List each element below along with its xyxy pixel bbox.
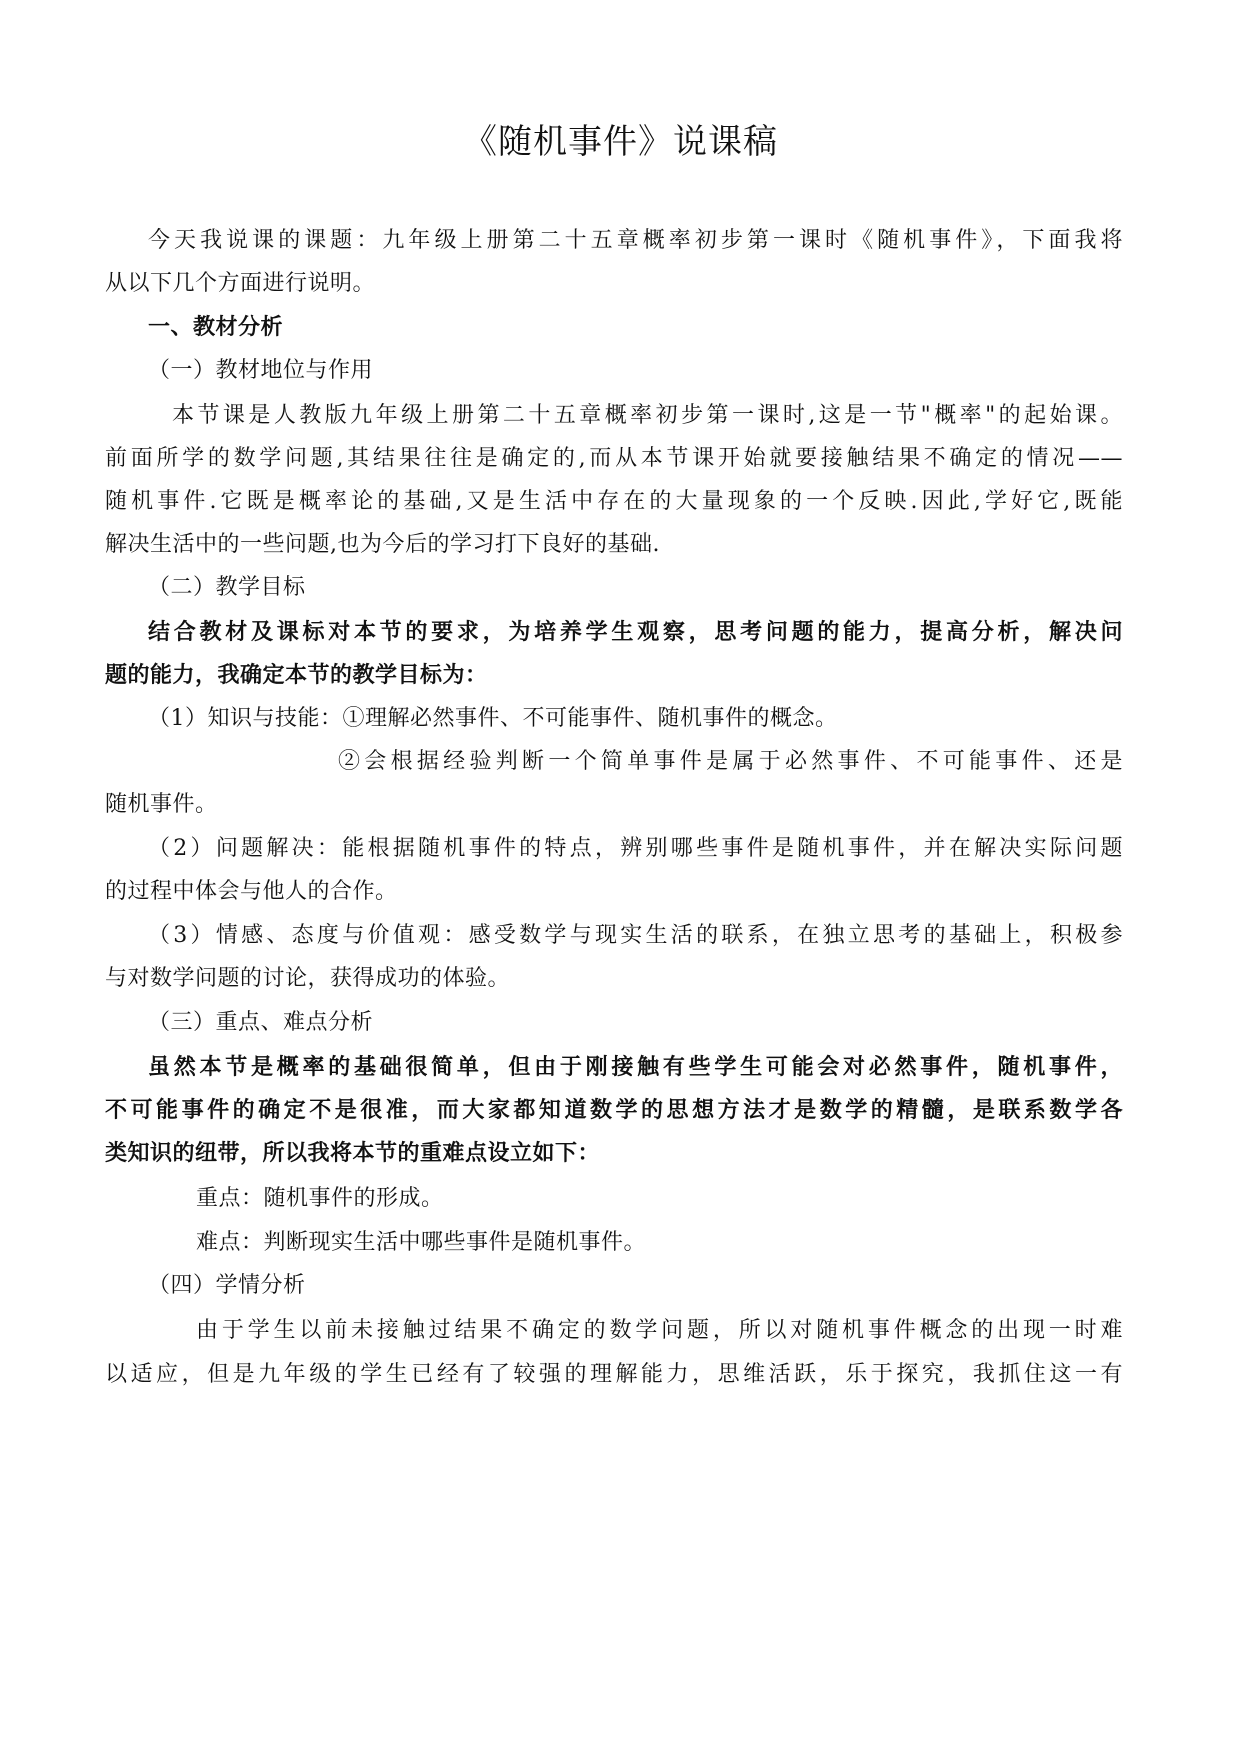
goal-line: 与对数学问题的讨论，获得成功的体验。 [105, 966, 511, 991]
goal-line: 随机事件。 [105, 792, 218, 817]
goal-line: （3）情感、态度与价值观：感受数学与现实生活的联系，在独立思考的基础上，积极参 [148, 923, 1123, 948]
bold-paragraph-line: 虽然本节是概率的基础很简单，但由于刚接触有些学生可能会对必然事件，随机事件， [148, 1055, 1123, 1080]
goal-line: （2）问题解决：能根据随机事件的特点，辨别哪些事件是随机事件，并在解决实际问题 [148, 836, 1123, 861]
subsection-heading: （一）教材地位与作用 [148, 358, 374, 383]
key-point: 重点：随机事件的形成。 [196, 1186, 444, 1211]
goal-line: 的过程中体会与他人的合作。 [105, 879, 398, 904]
subsection-heading: （三）重点、难点分析 [148, 1010, 374, 1035]
goal-line: （1）知识与技能：①理解必然事件、不可能事件、随机事件的概念。 [148, 706, 838, 731]
document-title: 《随机事件》说课稿 [463, 122, 778, 162]
paragraph-line: 以适应，但是九年级的学生已经有了较强的理解能力，思维活跃，乐于探究，我抓住这一有 [105, 1362, 1123, 1387]
paragraph-line: 本节课是人教版九年级上册第二十五章概率初步第一课时,这是一节"概率"的起始课。 [172, 403, 1123, 428]
paragraph-line: 由于学生以前未接触过结果不确定的数学问题，所以对随机事件概念的出现一时难 [196, 1318, 1123, 1343]
bold-paragraph-line: 结合教材及课标对本节的要求，为培养学生观察，思考问题的能力，提高分析，解决问 [148, 620, 1123, 645]
bold-paragraph-line: 类知识的纽带，所以我将本节的重难点设立如下： [105, 1141, 601, 1166]
intro-line: 今天我说课的课题：九年级上册第二十五章概率初步第一课时《随机事件》，下面我将 [148, 228, 1123, 253]
subsection-heading: （二）教学目标 [148, 575, 306, 600]
section-heading: 一、教材分析 [148, 315, 284, 340]
bold-paragraph-line: 不可能事件的确定不是很准，而大家都知道数学的思想方法才是数学的精髓，是联系数学各 [105, 1098, 1123, 1123]
paragraph-line: 解决生活中的一些问题,也为今后的学习打下良好的基础. [105, 532, 660, 557]
paragraph-line: 随机事件.它既是概率论的基础,又是生活中存在的大量现象的一个反映.因此,学好它,既能 [105, 489, 1123, 514]
goal-line: ②会根据经验判断一个简单事件是属于必然事件、不可能事件、还是 [338, 749, 1123, 774]
difficult-point: 难点：判断现实生活中哪些事件是随机事件。 [196, 1230, 647, 1255]
subsection-heading: （四）学情分析 [148, 1273, 306, 1298]
paragraph-line: 前面所学的数学问题,其结果往往是确定的,而从本节课开始就要接触结果不确定的情况—— [105, 446, 1123, 471]
intro-line: 从以下几个方面进行说明。 [105, 271, 376, 296]
bold-paragraph-line: 题的能力，我确定本节的教学目标为： [105, 663, 488, 688]
